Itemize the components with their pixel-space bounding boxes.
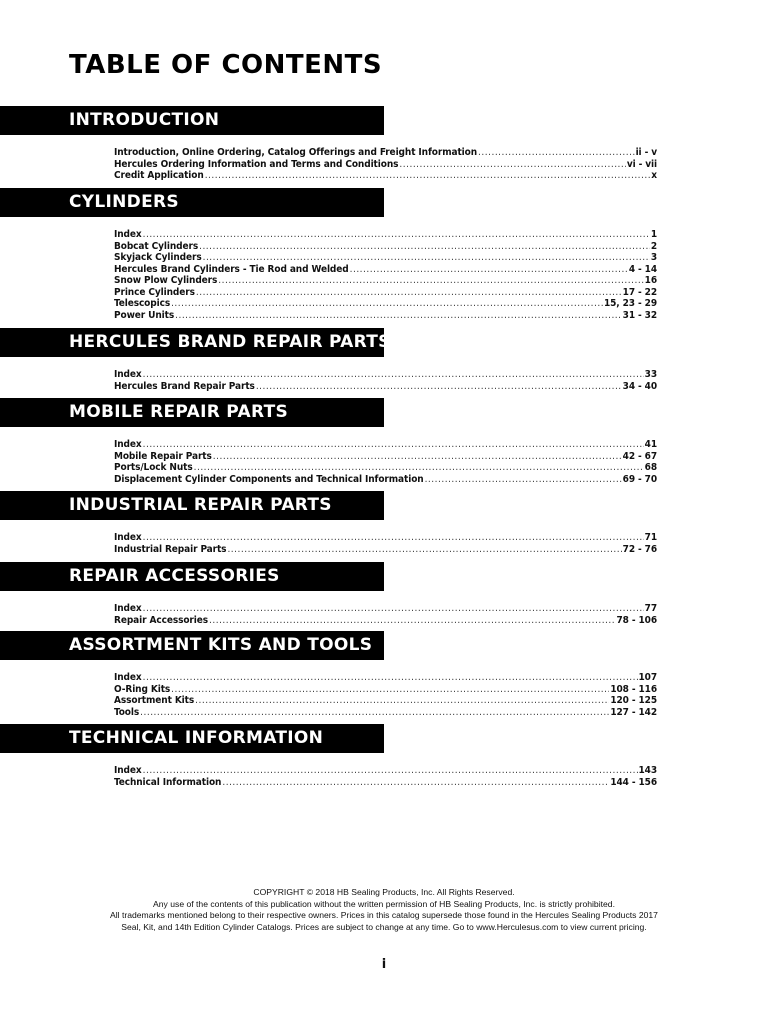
entry-pages: 16: [644, 275, 657, 286]
toc-entry[interactable]: [114, 275, 657, 287]
entry-title: Industrial Repair Parts: [114, 543, 227, 555]
toc-entry[interactable]: [114, 707, 657, 719]
dot-leader: [256, 381, 622, 393]
section-entries: [114, 147, 657, 182]
entry-title: Technical Information: [114, 776, 222, 788]
section-entries: [114, 603, 657, 626]
toc-entry[interactable]: [114, 462, 657, 474]
entry-pages: 144 - 156: [610, 776, 657, 788]
toc-entry[interactable]: [114, 695, 657, 707]
dot-leader: [143, 532, 644, 544]
page-title: TABLE OF CONTENTS: [69, 50, 383, 80]
dot-leader: [209, 615, 616, 627]
entry-pages: x: [651, 170, 657, 181]
section-entries: [114, 765, 657, 788]
entry-pages: 77: [644, 603, 657, 614]
entry-title: Index: [114, 369, 142, 380]
dot-leader: [213, 451, 622, 463]
dot-leader: [425, 474, 622, 486]
entry-title: Bobcat Cylinders: [114, 240, 199, 252]
section-heading: TECHNICAL INFORMATION: [0, 724, 384, 753]
toc-entry[interactable]: [114, 298, 657, 310]
entry-pages: 34 - 40: [622, 380, 657, 392]
toc-entry[interactable]: [114, 147, 657, 159]
section-heading: MOBILE REPAIR PARTS: [0, 398, 384, 427]
toc-entry[interactable]: [114, 777, 657, 789]
dot-leader: [196, 287, 622, 299]
dot-leader: [199, 241, 650, 253]
section-heading: CYLINDERS: [0, 188, 384, 217]
dot-leader: [143, 765, 638, 777]
toc-entry[interactable]: [114, 451, 657, 463]
entry-pages: 41: [644, 439, 657, 450]
toc-section: [0, 631, 768, 718]
dot-leader: [399, 159, 625, 171]
dot-leader: [140, 707, 609, 719]
entry-title: Snow Plow Cylinders: [114, 275, 218, 286]
toc-entry[interactable]: [114, 544, 657, 556]
dot-leader: [222, 777, 609, 789]
entry-title: Prince Cylinders: [114, 286, 195, 298]
entry-pages: 72 - 76: [622, 543, 657, 555]
entry-pages: 108 - 116: [610, 683, 657, 695]
entry-pages: 15, 23 - 29: [603, 298, 657, 309]
entry-title: Displacement Cylinder Components and Technical Information: [114, 473, 424, 485]
toc-entry[interactable]: [114, 264, 657, 276]
dot-leader: [143, 439, 644, 451]
section-entries: [114, 439, 657, 485]
toc-entry[interactable]: [114, 532, 657, 544]
dot-leader: [218, 275, 643, 287]
copyright-footer: [0, 887, 768, 933]
dot-leader: [203, 252, 650, 264]
toc-entry[interactable]: [114, 439, 657, 451]
section-entries: [114, 229, 657, 321]
section-heading: HERCULES BRAND REPAIR PARTS: [0, 328, 384, 357]
toc-section: [0, 491, 768, 555]
section-heading: INDUSTRIAL REPAIR PARTS: [0, 491, 384, 520]
entry-pages: 120 - 125: [610, 695, 657, 706]
toc-entry[interactable]: [114, 684, 657, 696]
entry-pages: 69 - 70: [622, 473, 657, 485]
entry-pages: 17 - 22: [622, 286, 657, 298]
entry-title: Tools: [114, 706, 140, 718]
toc-entry[interactable]: [114, 241, 657, 253]
toc-entry[interactable]: [114, 287, 657, 299]
footer-line: Any use of the contents of this publication without the written permission of HB Sealing Products, Inc. is strictly prohibited.: [153, 898, 615, 909]
toc-section: [0, 188, 768, 321]
entry-pages: 127 - 142: [610, 706, 657, 718]
toc-entry[interactable]: [114, 229, 657, 241]
toc-entry[interactable]: [114, 474, 657, 486]
section-heading: INTRODUCTION: [0, 106, 384, 135]
entry-title: Mobile Repair Parts: [114, 450, 212, 462]
entry-title: Repair Accessories: [114, 614, 208, 626]
toc-section: [0, 724, 768, 788]
section-entries: [114, 369, 657, 392]
dot-leader: [143, 369, 644, 381]
toc-entry[interactable]: [114, 252, 657, 264]
section-entries: [114, 532, 657, 555]
entry-pages: ii - v: [635, 147, 657, 158]
entry-pages: 33: [644, 369, 657, 380]
entry-pages: 71: [644, 532, 657, 543]
entry-pages: 4 - 14: [628, 263, 657, 275]
toc-entry[interactable]: [114, 672, 657, 684]
dot-leader: [478, 147, 635, 159]
entry-title: Introduction, Online Ordering, Catalog Offerings and Freight Information: [114, 147, 478, 158]
entry-title: Index: [114, 672, 142, 683]
toc-section: [0, 106, 768, 182]
dot-leader: [350, 264, 628, 276]
entry-title: Power Units: [114, 309, 175, 321]
toc-section: [0, 328, 768, 392]
entry-pages: 3: [650, 252, 657, 263]
dot-leader: [175, 310, 622, 322]
entry-pages: 68: [644, 462, 657, 473]
entry-title: Hercules Brand Cylinders - Tie Rod and Welded: [114, 263, 349, 275]
entry-pages: 143: [638, 765, 657, 776]
entry-title: Index: [114, 439, 142, 450]
entry-pages: vi - vii: [626, 158, 657, 170]
entry-title: Hercules Ordering Information and Terms and Conditions: [114, 158, 399, 170]
toc-entry[interactable]: [114, 159, 657, 171]
dot-leader: [143, 229, 650, 241]
dot-leader: [143, 603, 644, 615]
entry-pages: 107: [638, 672, 657, 683]
dot-leader: [194, 462, 644, 474]
entry-pages: 2: [650, 240, 657, 252]
footer-line: All trademarks mentioned belong to their respective owners. Prices in this catalog supersede those found in the Hercules Sealing Products 2017: [110, 910, 658, 920]
toc-entry[interactable]: [114, 381, 657, 393]
section-heading: ASSORTMENT KITS AND TOOLS: [0, 631, 384, 660]
entry-title: Telescopics: [114, 298, 171, 309]
dot-leader: [171, 298, 603, 310]
entry-pages: 31 - 32: [622, 309, 657, 321]
toc-section: [0, 562, 768, 626]
entry-title: Assortment Kits: [114, 695, 195, 706]
entry-title: Credit Application: [114, 170, 204, 181]
toc-entry[interactable]: [114, 310, 657, 322]
toc-entry[interactable]: [114, 603, 657, 615]
toc-entry[interactable]: [114, 170, 657, 182]
entry-title: Index: [114, 765, 142, 776]
section-entries: [114, 672, 657, 718]
entry-title: Hercules Brand Repair Parts: [114, 380, 255, 392]
entry-title: Skyjack Cylinders: [114, 252, 202, 263]
page-number: i: [381, 957, 387, 972]
dot-leader: [171, 684, 609, 696]
dot-leader: [143, 672, 638, 684]
footer-line: COPYRIGHT © 2018 HB Sealing Products, Inc. All Rights Reserved.: [253, 887, 515, 897]
dot-leader: [227, 544, 621, 556]
entry-title: Index: [114, 603, 142, 614]
footer-line: Seal, Kit, and 14th Edition Cylinder Catalogs. Prices are subject to change at any time. Go to www.Herculesus.com to view current pricing.: [121, 921, 647, 932]
entry-title: O-Ring Kits: [114, 683, 171, 695]
entry-pages: 78 - 106: [616, 614, 657, 626]
dot-leader: [205, 170, 651, 182]
dot-leader: [195, 695, 609, 707]
entry-pages: 1: [650, 229, 657, 240]
entry-title: Index: [114, 229, 142, 240]
entry-title: Ports/Lock Nuts: [114, 462, 193, 473]
entry-title: Index: [114, 532, 142, 543]
entry-pages: 42 - 67: [622, 450, 657, 462]
toc-section: [0, 398, 768, 485]
section-heading: REPAIR ACCESSORIES: [0, 562, 384, 591]
toc-entry[interactable]: [114, 369, 657, 381]
toc-entry[interactable]: [114, 615, 657, 627]
toc-entry[interactable]: [114, 765, 657, 777]
